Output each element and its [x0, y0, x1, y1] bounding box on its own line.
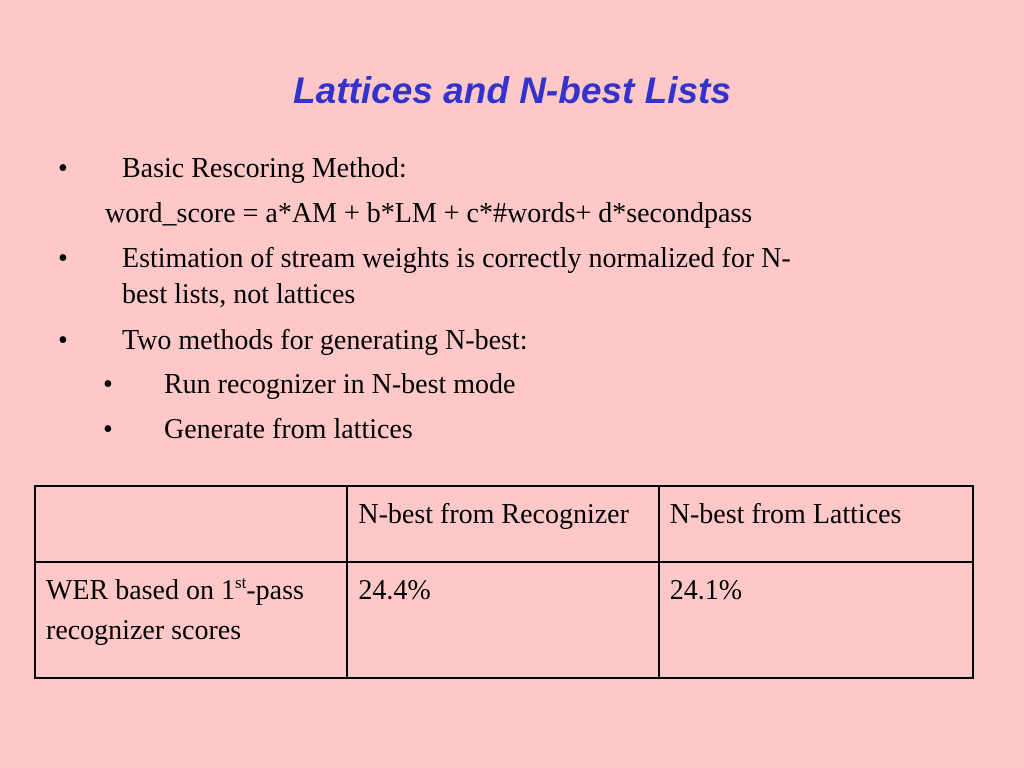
row-label-post: -pass recognizer scores: [46, 575, 304, 646]
row-label-pre: WER based on 1: [46, 575, 235, 606]
table-cell-recognizer-wer: 24.4%: [347, 562, 658, 678]
bullet-2-text-line-1: Estimation of stream weights is correctly normalized for N-: [122, 243, 791, 274]
bullet-3-text: Two methods for generating N-best:: [122, 325, 528, 356]
row-label-superscript: st: [234, 573, 247, 592]
sub-bullet-2-glyph: •: [103, 414, 113, 445]
sub-bullet-1-text: Run recognizer in N-best mode: [164, 369, 516, 400]
table-header-row: [35, 486, 973, 562]
bullet-1-text: Basic Rescoring Method:: [122, 153, 407, 184]
table-header-recognizer: N-best from Recognizer: [347, 486, 658, 562]
bullet-3-glyph: •: [58, 325, 68, 356]
table-row-label: [35, 562, 347, 678]
sub-bullet-2-text: Generate from lattices: [164, 414, 413, 445]
bullet-1-glyph: •: [58, 153, 68, 184]
table-cell-lattices-wer: 24.1%: [659, 562, 973, 678]
sub-bullet-1-glyph: •: [103, 369, 113, 400]
formula-line: word_score = a*AM + b*LM + c*#words+ d*secondpass: [105, 198, 753, 229]
slide-title: Lattices and N-best Lists: [293, 70, 731, 111]
bullet-2-text-line-2: best lists, not lattices: [122, 279, 356, 310]
bullet-2-glyph: •: [58, 243, 68, 274]
table-row: [35, 562, 973, 678]
table-corner-cell: [35, 486, 347, 562]
table-header-lattices: N-best from Lattices: [659, 486, 973, 562]
results-table: [34, 485, 974, 679]
